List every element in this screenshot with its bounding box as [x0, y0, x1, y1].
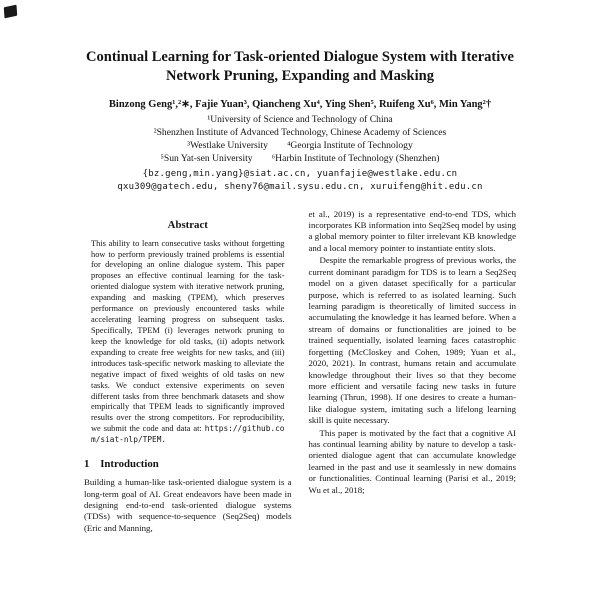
affiliation-line: ³Westlake University ⁴Georgia Institute of Technology — [187, 139, 413, 151]
abstract-body: This ability to learn consecutive tasks without forgetting how to perform previously trained problems is essential for developing an online dialogue system. This paper proposes an effective continual learning for the task-oriented dialogue system with iterative network pruning, expanding and masking (TPEM), which preserves performance on previously encountered tasks while accelerating learning progress on subsequent tasks. Specifically, TPEM (i) leverages network pruning to keep the knowledge for old tasks, (ii) adopts network expanding to create free weights for new tasks, and (iii) introduces task-specific network masking to alleviate the negative impact of fixed weights of old tasks on new tasks. We conduct extensive experiments on seven different tasks from three benchmark datasets and show empirically that TPEM leads to significantly improved results over the strong competitors. For reproducibility, we submit the code and data at: — [91, 238, 285, 434]
right-column-paragraph: et al., 2019) is a representative end-to-end TDS, which incorporates KB information into Seq2Seq model by using a global memory pointer to filter irrelevant KB knowledge and a local memory pointer to instantiate entity slots. — [308, 208, 516, 253]
left-column — [84, 209, 292, 536]
authors-line: Binzong Geng¹,²∗, Fajie Yuan³, Qiancheng Xu⁴, Ying Shen⁵, Ruifeng Xu⁶, Min Yang²† — [108, 98, 492, 110]
emails-block — [84, 168, 516, 193]
affiliation-line: ²Shenzhen Institute of Advanced Technology, Chinese Academy of Sciences — [153, 126, 447, 138]
introduction-paragraph: Building a human-like task-oriented dialogue system is a long-term goal of AI. Great endeavors have been made in designing end-to-end task-oriented dialogue systems (TDSs) with sequence-to-sequence (Seq2Seq) models (Eric and Manning, — [84, 477, 292, 533]
email-line: qxu309@gatech.edu, sheny76@mail.sysu.edu.cn, xuruifeng@hit.edu.cn — [117, 182, 483, 193]
right-column — [309, 209, 517, 536]
abstract-text — [84, 239, 292, 447]
affiliations-block — [84, 114, 516, 166]
right-column-paragraph: This paper is motivated by the fact that a cognitive AI has continual learning ability by nature to develop a task-oriented dialogue agent that can accumulate knowledge learned in the past and use it seamlessly in new domains or functionalities. Continual learning (Parisi et al., 2019; Wu et al., 2018; — [308, 427, 516, 495]
email-line: {bz.geng,min.yang}@siat.ac.cn, yuanfajie@westlake.edu.cn — [142, 169, 458, 180]
abstract-heading: Abstract — [167, 218, 208, 231]
two-column-body — [84, 209, 516, 536]
code-repository-link[interactable]: https://github.com/siat-nlp/TPEM. — [91, 424, 285, 445]
corner-artifact-mark — [4, 5, 17, 19]
affiliation-line: ⁵Sun Yat-sen University ⁶Harbin Institute of Technology (Shenzhen) — [160, 152, 440, 164]
right-column-paragraph: Despite the remarkable progress of previous works, the current dominant paradigm for TDS is to learn a Seq2Seq model on a given dataset specifically for a particular purpose, which is referred to as isolated learning. Such learning paradigm is theoretically of limited success in accumulating the knowledge it has learned before. When a stream of domains or functionalities are joined to be trained sequentially, isolated learning faces catastrophic forgetting (McCloskey and Cohen, 1989; Yuan et al., 2020, 2021). In contrast, humans retain and accumulate knowledge throughout their lives so that they become more efficient and versatile facing new tasks in future learning (Thrun, 1998). If one desires to create a human-like dialogue system, imitating such a lifelong learning skill is quite necessary. — [308, 255, 516, 426]
introduction-heading: 1 Introduction — [84, 458, 159, 471]
affiliation-line: ¹University of Science and Technology of China — [207, 113, 393, 125]
paper-title: Continual Learning for Task-oriented Dialogue System with Iterative Network Pruning, Expanding and Masking — [86, 49, 514, 84]
